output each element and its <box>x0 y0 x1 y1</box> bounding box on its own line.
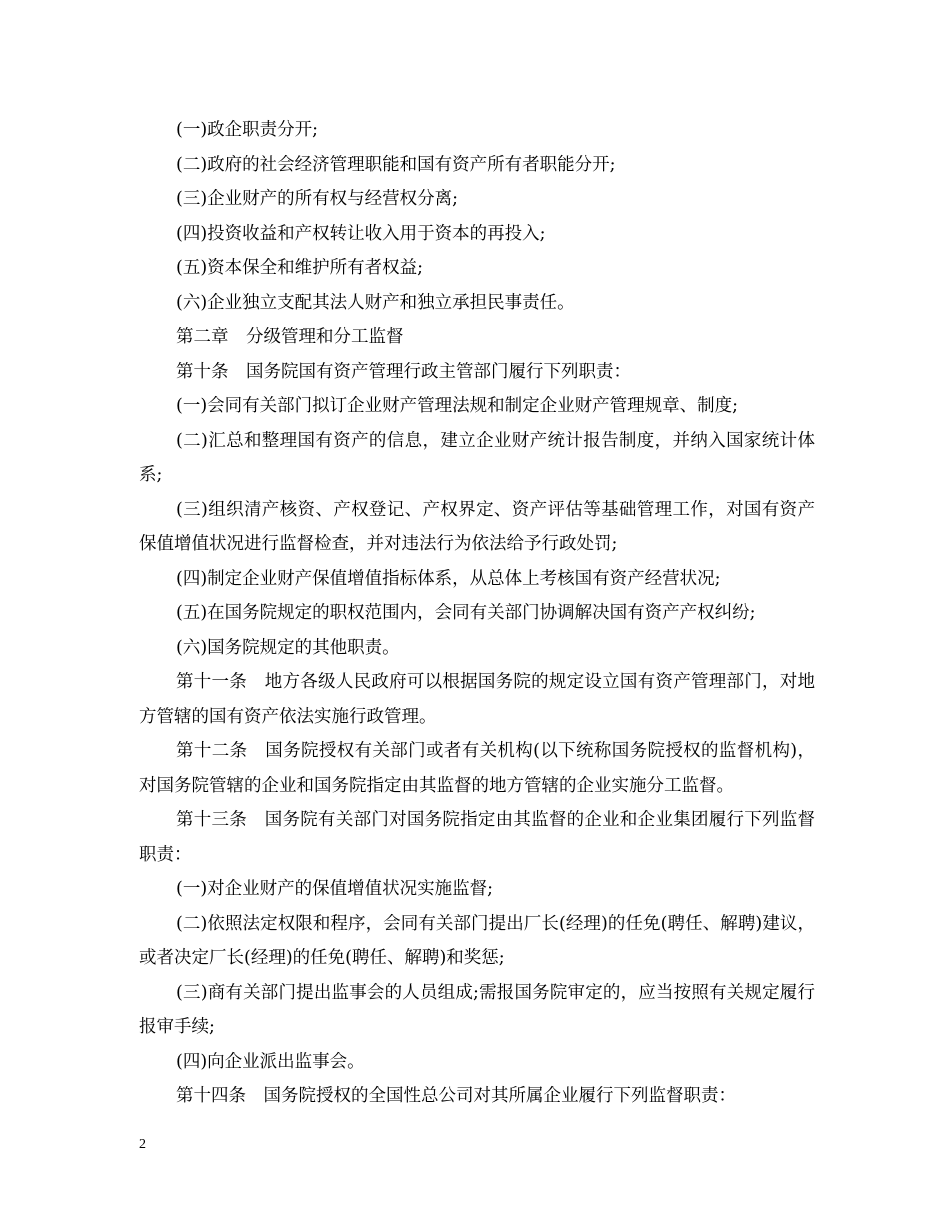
paragraph-3: (三)企业财产的所有权与经营权分离; <box>176 189 459 209</box>
paragraph-10: (二)汇总和整理国有资产的信息，建立企业财产统计报告制度，并纳入国家统计体系; <box>139 430 815 485</box>
page-number: 2 <box>139 1137 146 1152</box>
paragraph-9: (一)会同有关部门拟订企业财产管理法规和制定企业财产管理规章、制度; <box>176 396 739 416</box>
paragraph-19: (二)依照法定权限和程序，会同有关部门提出厂长(经理)的任免(聘任、解聘)建议，或者决定厂长(经理)的任免(聘任、解聘)和奖惩; <box>139 913 815 968</box>
document-body <box>139 113 815 1114</box>
paragraph-6: (六)企业独立支配其法人财产和独立承担民事责任。 <box>176 292 575 313</box>
chapter-heading: 第二章 分级管理和分工监督 <box>176 327 404 347</box>
paragraph-11: (三)组织清产核资、产权登记、产权界定、资产评估等基础管理工作，对国有资产保值增值状况进行监督检查，并对违法行为依法给予行政处罚; <box>139 499 815 554</box>
article-12: 第十二条 国务院授权有关部门或者有关机构(以下统称国务院授权的监督机构)，对国务院管辖的企业和国务院指定由其监督的地方管辖的企业实施分工监督。 <box>139 741 815 796</box>
paragraph-12: (四)制定企业财产保值增值指标体系，从总体上考核国有资产经营状况; <box>176 568 721 589</box>
paragraph-18: (一)对企业财产的保值增值状况实施监督; <box>176 879 494 899</box>
paragraph-1: (一)政企职责分开; <box>176 120 319 140</box>
article-14: 第十四条 国务院授权的全国性总公司对其所属企业履行下列监督职责： <box>176 1086 736 1106</box>
article-13: 第十三条 国务院有关部门对国务院指定由其监督的企业和企业集团履行下列监督职责： <box>139 810 815 865</box>
paragraph-21: (四)向企业派出监事会。 <box>176 1051 365 1072</box>
article-10: 第十条 国务院国有资产管理行政主管部门履行下列职责： <box>176 361 631 382</box>
paragraph-14: (六)国务院规定的其他职责。 <box>176 637 400 658</box>
paragraph-13: (五)在国务院规定的职权范围内，会同有关部门协调解决国有资产产权纠纷; <box>176 603 756 623</box>
paragraph-20: (三)商有关部门提出监事会的人员组成;需报国务院审定的，应当按照有关规定履行报审手续; <box>139 982 815 1037</box>
article-11: 第十一条 地方各级人民政府可以根据国务院的规定设立国有资产管理部门，对地方管辖的国有资产依法实施行政管理。 <box>139 672 815 727</box>
paragraph-4: (四)投资收益和产权转让收入用于资本的再投入; <box>176 223 546 244</box>
paragraph-5: (五)资本保全和维护所有者权益; <box>176 258 424 278</box>
paragraph-2: (二)政府的社会经济管理职能和国有资产所有者职能分开; <box>176 154 616 175</box>
